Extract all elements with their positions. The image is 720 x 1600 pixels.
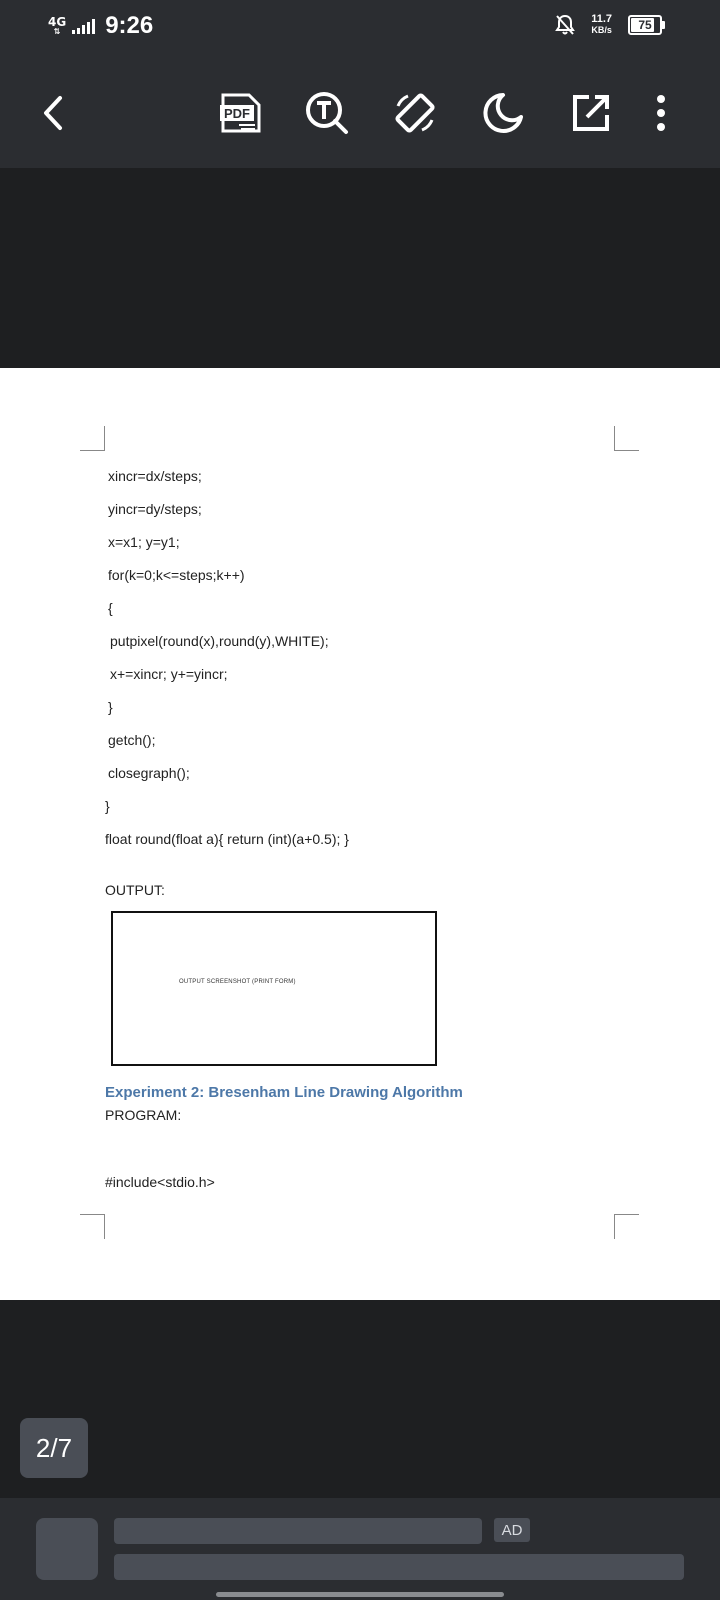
crop-mark-bottom-right <box>614 1214 639 1239</box>
code-line: float round(float a){ return (int)(a+0.5); } <box>105 831 349 847</box>
back-button[interactable] <box>28 88 78 138</box>
experiment-heading: Experiment 2: Bresenham Line Drawing Algorithm <box>105 1084 463 1101</box>
code-line: x=x1; y=y1; <box>108 534 180 550</box>
share-button[interactable] <box>566 88 616 138</box>
code-line: closegraph(); <box>108 765 190 781</box>
ad-title-placeholder[interactable] <box>114 1518 482 1544</box>
share-icon <box>571 93 611 133</box>
ad-description-placeholder[interactable] <box>114 1554 684 1580</box>
crop-mark-top-left <box>80 426 105 451</box>
home-indicator[interactable] <box>216 1592 504 1597</box>
battery-level: 75 <box>638 18 652 32</box>
output-box-text: OUTPUT SCREENSHOT (PRINT FORM) <box>179 979 296 985</box>
code-line: } <box>105 798 110 814</box>
pdf-convert-icon <box>219 91 263 135</box>
code-line: x+=xincr; y+=yincr; <box>110 666 228 682</box>
data-arrows-icon: ⇅ <box>53 27 61 36</box>
speed-unit: KB/s <box>591 25 612 35</box>
more-icon <box>655 93 667 133</box>
speed-value: 11.7 <box>591 13 612 25</box>
code-line: getch(); <box>108 732 156 748</box>
code-line: for(k=0;k<=steps;k++) <box>108 567 245 583</box>
svg-text:PDF: PDF <box>224 106 250 121</box>
text-search-icon <box>304 90 350 136</box>
more-button[interactable] <box>646 88 676 138</box>
code-line: putpixel(round(x),round(y),WHITE); <box>110 633 329 649</box>
crop-mark-bottom-left <box>80 1214 105 1239</box>
text-search-button[interactable] <box>302 88 352 138</box>
program-label: PROGRAM: <box>105 1107 182 1123</box>
signal-icon <box>72 18 95 34</box>
network-speed <box>591 14 612 36</box>
network-indicator <box>48 16 66 36</box>
battery-icon <box>628 15 662 35</box>
pdf-convert-button[interactable] <box>216 88 266 138</box>
include-line: #include<stdio.h> <box>105 1174 215 1190</box>
night-mode-button[interactable] <box>478 88 528 138</box>
code-line: { <box>108 600 113 616</box>
document-page[interactable] <box>0 368 720 1300</box>
rotate-button[interactable] <box>390 88 440 138</box>
clock: 9:26 <box>105 12 154 39</box>
notifications-off-icon <box>555 14 575 36</box>
status-right <box>555 14 662 36</box>
page-indicator: 2/7 <box>20 1418 88 1478</box>
network-type: 4G <box>48 15 67 29</box>
crop-mark-top-right <box>614 426 639 451</box>
ad-thumbnail[interactable] <box>36 1518 98 1580</box>
output-label: OUTPUT: <box>105 882 165 898</box>
night-mode-icon <box>481 91 525 135</box>
code-line: yincr=dy/steps; <box>108 501 202 517</box>
status-left <box>48 12 153 40</box>
status-bar <box>0 0 720 58</box>
output-screenshot-box <box>111 911 437 1066</box>
code-line: } <box>108 699 113 715</box>
viewer-background-top <box>0 168 720 368</box>
rotate-icon <box>392 90 438 136</box>
ad-badge: AD <box>494 1518 530 1542</box>
code-line: xincr=dx/steps; <box>108 468 202 484</box>
toolbar <box>0 58 720 168</box>
ad-banner[interactable] <box>0 1498 720 1600</box>
back-icon <box>38 93 68 133</box>
